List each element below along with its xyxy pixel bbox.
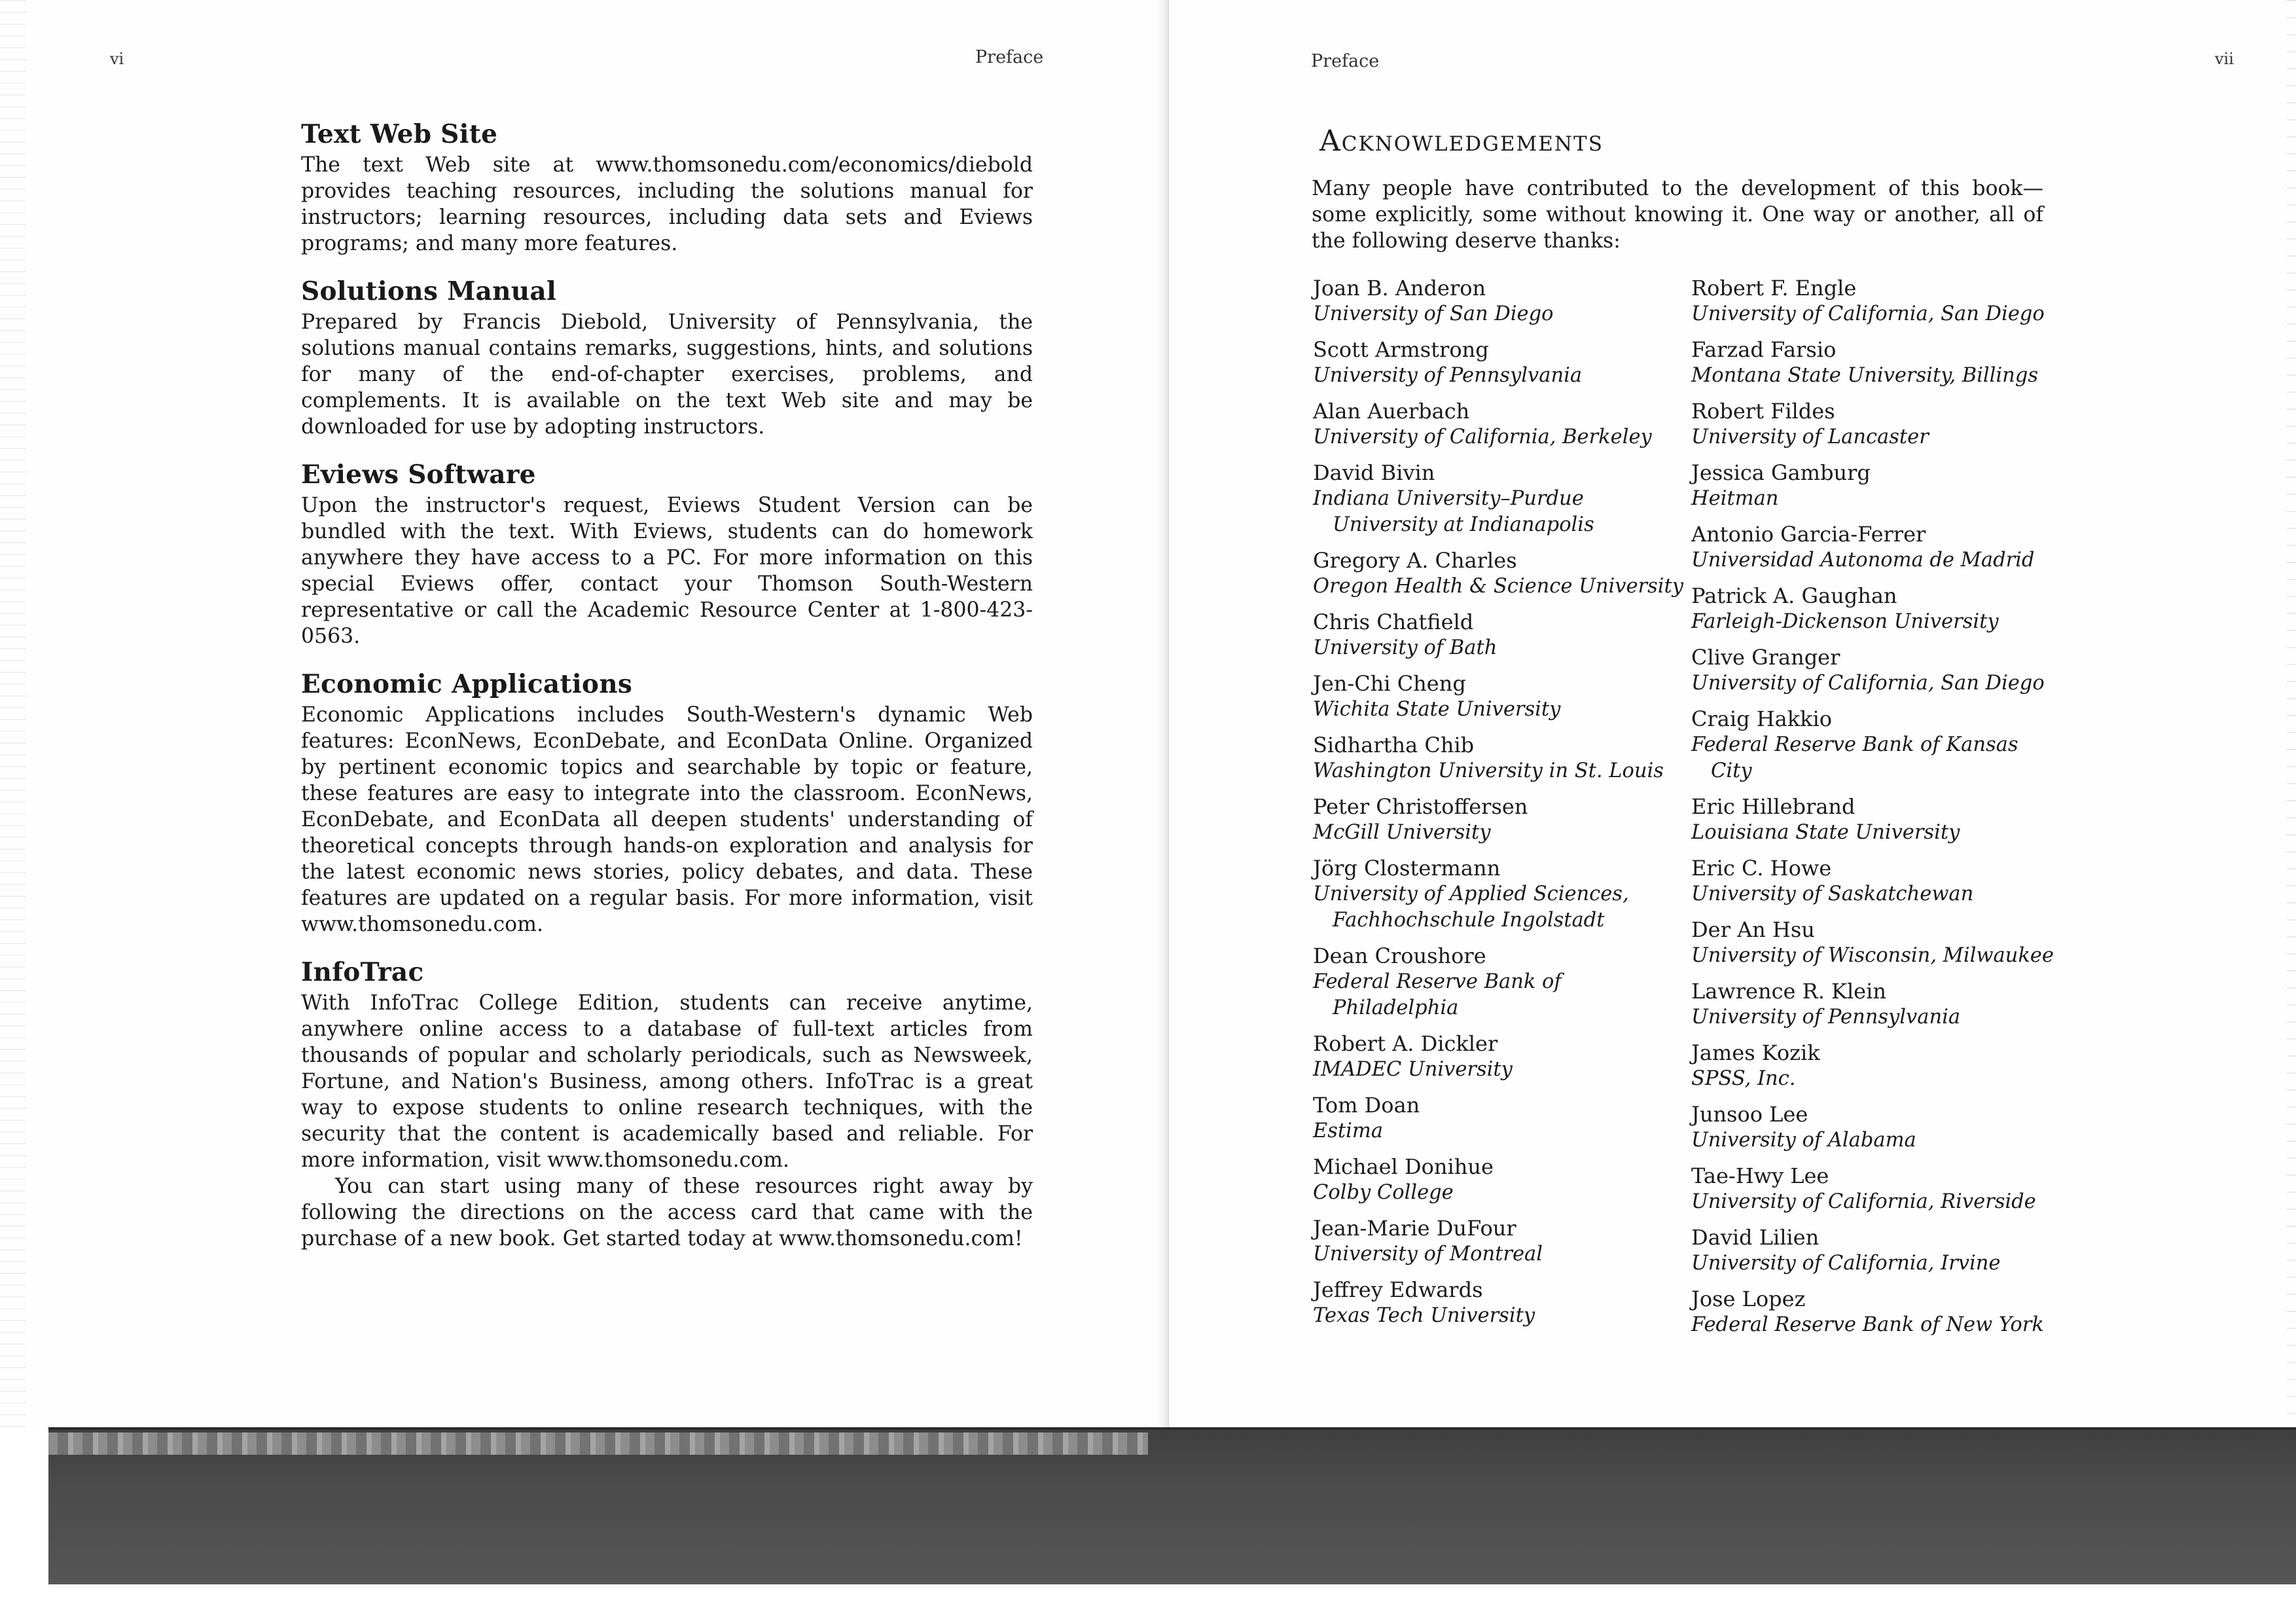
person-name: Craig Hakkio [1691, 706, 1833, 731]
person-affiliation: University of California, Riverside [1691, 1190, 2036, 1213]
section-solutions-manual [301, 274, 1033, 440]
person-name: Alan Auerbach [1313, 399, 1470, 424]
person-affiliation: University of California, Berkeley [1313, 426, 1652, 448]
person-affiliation: University of Pennsylvania [1313, 364, 1583, 387]
person-affiliation: SPSS, Inc. [1691, 1067, 1796, 1090]
person-name: Sidhartha Chib [1313, 733, 1475, 757]
page-number-left: vi [110, 50, 124, 68]
person-name: Antonio Garcia-Ferrer [1691, 522, 1926, 547]
acknowledged-person [1313, 275, 1686, 327]
person-affiliation: Heitman [1691, 487, 1779, 510]
person-affiliation: Montana State University, Billings [1691, 364, 2038, 387]
section-paragraph: Prepared by Francis Diebold, University of Pennsylvania, the solutions manual contains remarks, suggestions, hints, and solutions for many of the end-of-chapter exercises, problems, and complements. It is available on the text Web site and may be downloaded for use by adopting instructors. [301, 310, 1033, 439]
acknowledged-person [1313, 460, 1686, 538]
section-heading: InfoTrac [301, 957, 424, 987]
person-affiliation: University of Applied Sciences, Fachhochschule Ingolstadt [1313, 883, 1629, 932]
person-affiliation: Federal Reserve Bank of Philadelphia [1313, 970, 1562, 1019]
page-number-right: vii [2215, 50, 2234, 68]
section-paragraph: Economic Applications includes South-Western's dynamic Web features: EconNews, EconDebate, and EconData Online. Organized by pertinent economic topics and searchable by topic or feature, these features are easy to integrate into the classroom. EconNews, EconDebate, and EconData all deepen students' understanding of theoretical concepts through hands-on exploration and analysis for the latest economic news stories, policy debates, and data. These features are updated on a regular basis. For more information, visit www.thomsonedu.com. [301, 703, 1033, 936]
section-paragraph: Upon the instructor's request, Eviews Student Version can be bundled with the text. With Eviews, students can do homework anywhere they have access to a PC. For more information on this special Eviews offer, contact your Thomson South-Western representative or call the Academic Resource Center at 1-800-423-0563. [301, 494, 1033, 648]
section-economic-applications [301, 666, 1033, 938]
acknowledged-person [1313, 793, 1686, 846]
acknowledgements-heading: Acknowledgements [1319, 124, 1604, 158]
person-affiliation: University of Pennsylvania [1691, 1006, 1961, 1029]
left-column [301, 117, 1033, 1269]
acknowledged-person [1691, 275, 2058, 327]
person-affiliation: University of Bath [1313, 636, 1498, 659]
acknowledged-person [1691, 1101, 2058, 1154]
person-affiliation: Federal Reserve Bank of Kansas City [1691, 733, 2018, 782]
section-heading: Economic Applications [301, 669, 633, 699]
person-affiliation: Louisiana State University [1691, 821, 1960, 844]
acknowledged-person [1691, 460, 2058, 512]
running-head-left: Preface [975, 47, 1044, 67]
person-name: Robert A. Dickler [1313, 1031, 1498, 1056]
person-name: Dean Croushore [1313, 943, 1486, 968]
section-eviews-software [301, 457, 1033, 649]
person-affiliation: Indiana University–Purdue University at Indianapolis [1313, 487, 1594, 536]
person-name: Lawrence R. Klein [1691, 979, 1886, 1004]
scan-specks [0, 0, 26, 1427]
acknowledged-person [1313, 670, 1686, 723]
section-text-web-site [301, 117, 1033, 257]
acknowledged-person [1691, 1163, 2058, 1215]
acknowledgements-list-right [1691, 275, 2058, 1347]
person-affiliation: Oregon Health & Science University [1313, 575, 1683, 598]
acknowledgements-list-left [1313, 275, 1686, 1338]
acknowledged-person [1313, 609, 1686, 661]
person-name: Michael Donihue [1313, 1154, 1494, 1179]
acknowledged-person [1313, 732, 1686, 784]
acknowledged-person [1313, 1092, 1686, 1144]
person-name: Robert F. Engle [1691, 276, 1857, 301]
acknowledged-person [1313, 855, 1686, 934]
section-heading: Text Web Site [301, 119, 498, 149]
person-name: Robert Fildes [1691, 399, 1835, 424]
person-affiliation: Federal Reserve Bank of New York [1691, 1313, 2044, 1336]
person-name: Eric Hillebrand [1691, 794, 1856, 819]
person-affiliation: McGill University [1313, 821, 1491, 844]
person-affiliation: Texas Tech University [1313, 1304, 1535, 1327]
person-affiliation: University of San Diego [1313, 302, 1554, 325]
person-affiliation: Estima [1313, 1120, 1384, 1142]
acknowledged-person [1691, 793, 2058, 846]
person-name: Chris Chatfield [1313, 610, 1474, 634]
acknowledged-person [1313, 1154, 1686, 1206]
person-affiliation: University of California, Irvine [1691, 1252, 2001, 1275]
person-name: Tom Doan [1313, 1093, 1420, 1118]
person-name: Tae-Hwy Lee [1691, 1163, 1829, 1188]
person-name: Gregory A. Charles [1313, 548, 1517, 573]
person-name: Jeffrey Edwards [1313, 1277, 1483, 1302]
acknowledged-person [1691, 1040, 2058, 1092]
person-affiliation: Universidad Autonoma de Madrid [1691, 549, 2035, 572]
acknowledged-person [1691, 1224, 2058, 1277]
acknowledged-person [1691, 521, 2058, 574]
section-paragraph: With InfoTrac College Edition, students can receive anytime, anywhere online access to a database of full-text articles from thousands of popular and scholarly periodicals, such as Newsweek, Fortune, and Nation's Business, among others. InfoTrac is a great way to expose students to online research techniques, with the security that the content is academically based and reliable. For more information, visit www.thomsonedu.com. [301, 991, 1033, 1172]
person-name: Jessica Gamburg [1691, 460, 1871, 485]
left-page [0, 0, 1169, 1427]
section-heading: Solutions Manual [301, 276, 557, 306]
acknowledged-person [1691, 917, 2058, 969]
section-paragraph: You can start using many of these resources right away by following the directions on the access card that came with the purchase of a new book. Get started today at www.thomsonedu.com! [301, 1175, 1033, 1250]
person-name: Der An Hsu [1691, 917, 1815, 942]
acknowledged-person [1313, 943, 1686, 1021]
running-head-right: Preface [1311, 51, 1380, 71]
person-name: David Bivin [1313, 460, 1435, 485]
person-name: Patrick A. Gaughan [1691, 583, 1897, 608]
person-name: Junsoo Lee [1691, 1102, 1808, 1127]
scan-specks [2287, 0, 2296, 1427]
person-name: Peter Christoffersen [1313, 794, 1528, 819]
person-name: Jen-Chi Cheng [1313, 671, 1466, 696]
acknowledged-person [1313, 547, 1686, 600]
person-affiliation: University of California, San Diego [1691, 302, 2045, 325]
person-affiliation: University of Saskatchewan [1691, 883, 1974, 905]
acknowledged-person [1691, 1286, 2058, 1338]
person-affiliation: Farleigh-Dickenson University [1691, 610, 1999, 633]
person-affiliation: University of Lancaster [1691, 426, 1929, 448]
person-affiliation: IMADEC University [1313, 1058, 1513, 1081]
person-name: Eric C. Howe [1691, 856, 1832, 881]
person-affiliation: University of California, San Diego [1691, 672, 2045, 695]
acknowledged-person [1691, 706, 2058, 784]
acknowledged-person [1313, 398, 1686, 450]
person-name: Farzad Farsio [1691, 337, 1837, 362]
acknowledged-person [1691, 978, 2058, 1030]
person-affiliation: University of Wisconsin, Milwaukee [1691, 944, 2054, 967]
scanner-noise-strip [48, 1432, 1148, 1455]
person-name: Jean-Marie DuFour [1313, 1216, 1516, 1241]
person-affiliation: University of Alabama [1691, 1129, 1916, 1152]
section-infotrac [301, 955, 1033, 1252]
person-affiliation: University of Montreal [1313, 1243, 1543, 1266]
section-paragraph: The text Web site at www.thomsonedu.com/economics/diebold provides teaching resources, including the solutions manual for instructors; learning resources, including data sets and Eviews programs; and many more features. [301, 153, 1033, 255]
acknowledged-person [1313, 1030, 1686, 1083]
acknowledgements-intro: Many people have contributed to the development of this book—some explicitly, some without knowing it. One way or another, all of the following deserve thanks: [1312, 177, 2043, 253]
person-name: Scott Armstrong [1313, 337, 1489, 362]
acknowledged-person [1313, 1277, 1686, 1329]
acknowledged-person [1691, 583, 2058, 635]
person-name: Clive Granger [1691, 645, 1840, 670]
person-name: James Kozik [1691, 1040, 1820, 1065]
acknowledged-person [1691, 855, 2058, 907]
section-heading: Eviews Software [301, 460, 536, 490]
person-affiliation: Colby College [1313, 1181, 1454, 1204]
person-name: David Lilien [1691, 1225, 1820, 1250]
acknowledged-person [1691, 337, 2058, 389]
acknowledged-person [1691, 398, 2058, 450]
person-affiliation: Washington University in St. Louis [1313, 759, 1664, 782]
acknowledged-person [1691, 644, 2058, 697]
person-name: Joan B. Anderon [1313, 276, 1486, 301]
person-name: Jose Lopez [1691, 1286, 1806, 1311]
person-name: Jörg Clostermann [1313, 856, 1501, 881]
acknowledged-person [1313, 1215, 1686, 1267]
acknowledged-person [1313, 337, 1686, 389]
person-affiliation: Wichita State University [1313, 698, 1561, 721]
